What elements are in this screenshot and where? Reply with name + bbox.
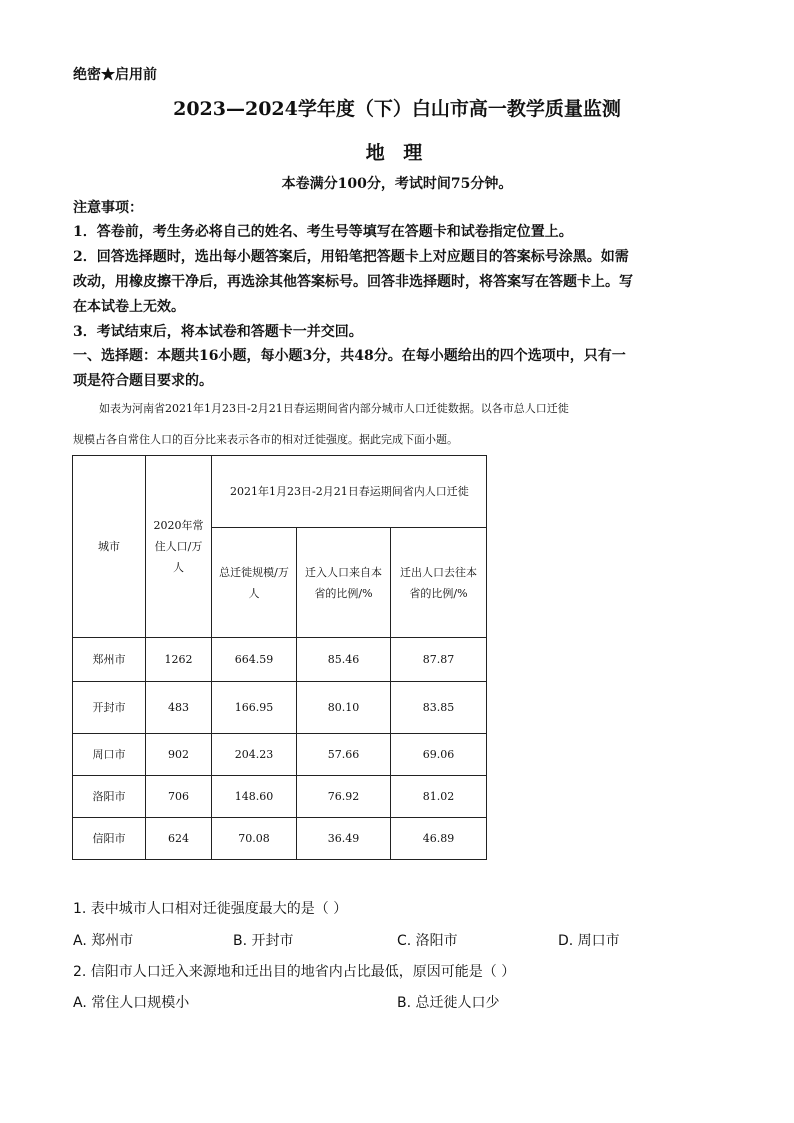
question-1-option-d[interactable]: D. 周口市 — [558, 933, 620, 949]
cell-inflow: 36.49 — [297, 818, 391, 860]
migration-data-table — [72, 455, 487, 860]
cell-scale: 148.60 — [212, 776, 297, 818]
cell-scale: 70.08 — [212, 818, 297, 860]
intro-line-1: 如表为河南省2021年1月23日-2月21日春运期间省内部分城市人口迁徙数据。以各市总人口迁徙 — [99, 402, 569, 415]
confidential-mark: 绝密★启用前 — [73, 67, 157, 83]
cell-inflow: 57.66 — [297, 734, 391, 776]
cell-city: 洛阳市 — [73, 776, 146, 818]
subject-title: 地 理 — [365, 142, 429, 164]
question-2-stem: 2. 信阳市人口迁入来源地和迁出目的地省内占比最低，原因可能是（ ） — [73, 964, 516, 980]
note-line-5: 3．考试结束后，将本试卷和答题卡一并交回。 — [73, 324, 363, 340]
cell-population: 902 — [146, 734, 212, 776]
cell-city: 周口市 — [73, 734, 146, 776]
cell-city: 开封市 — [73, 682, 146, 734]
cell-scale: 166.95 — [212, 682, 297, 734]
intro-line-2: 规模占各自常住人口的百分比来表示各市的相对迁徙强度。据此完成下面小题。 — [73, 433, 458, 446]
question-1-stem: 1. 表中城市人口相对迁徙强度最大的是（ ） — [73, 901, 348, 917]
table-row — [73, 776, 487, 818]
header-total-scale: 总迁徙规模/万人 — [212, 528, 297, 638]
notes-title: 注意事项： — [73, 200, 143, 216]
cell-outflow: 46.89 — [391, 818, 487, 860]
cell-scale: 664.59 — [212, 638, 297, 682]
question-1-option-c[interactable]: C. 洛阳市 — [397, 933, 458, 949]
cell-inflow: 85.46 — [297, 638, 391, 682]
question-2-option-b[interactable]: B. 总迁徙人口少 — [397, 995, 500, 1011]
cell-outflow: 83.85 — [391, 682, 487, 734]
section-heading-line-1: 一、选择题：本题共16小题，每小题3分，共48分。在每小题给出的四个选项中，只有一 — [73, 348, 626, 364]
exam-title: 2023—2024学年度（下）白山市高一教学质量监测 — [173, 98, 621, 120]
cell-inflow: 76.92 — [297, 776, 391, 818]
question-1-option-a[interactable]: A. 郑州市 — [73, 933, 134, 949]
cell-inflow: 80.10 — [297, 682, 391, 734]
header-population: 2020年常住人口/万人 — [146, 456, 212, 638]
note-line-4: 在本试卷上无效。 — [73, 299, 185, 315]
question-2-option-a[interactable]: A. 常住人口规模小 — [73, 995, 190, 1011]
note-line-3: 改动，用橡皮擦干净后，再选涂其他答案标号。回答非选择题时，将答案写在答题卡上。写 — [73, 274, 633, 290]
cell-population: 624 — [146, 818, 212, 860]
question-1-option-b[interactable]: B. 开封市 — [233, 933, 294, 949]
header-inflow-share: 迁入人口来自本省的比例/% — [297, 528, 391, 638]
section-heading-line-2: 项是符合题目要求的。 — [73, 373, 213, 389]
score-time-line: 本卷满分100分，考试时间75分钟。 — [281, 176, 513, 192]
table-row — [73, 682, 487, 734]
cell-population: 706 — [146, 776, 212, 818]
cell-population: 1262 — [146, 638, 212, 682]
cell-city: 郑州市 — [73, 638, 146, 682]
cell-outflow: 81.02 — [391, 776, 487, 818]
note-line-1: 1．答卷前，考生务必将自己的姓名、考生号等填写在答题卡和试卷指定位置上。 — [73, 224, 573, 240]
table-row — [73, 734, 487, 776]
table-row — [73, 818, 487, 860]
header-outflow-share: 迁出人口去往本省的比例/% — [391, 528, 487, 638]
table-row — [73, 638, 487, 682]
cell-scale: 204.23 — [212, 734, 297, 776]
header-city: 城市 — [73, 456, 146, 638]
note-line-2: 2．回答选择题时，选出每小题答案后，用铅笔把答题卡上对应题目的答案标号涂黑。如需 — [73, 249, 629, 265]
header-migration-group: 2021年1月23日-2月21日春运期间省内人口迁徙 — [212, 456, 487, 528]
cell-outflow: 87.87 — [391, 638, 487, 682]
cell-population: 483 — [146, 682, 212, 734]
cell-outflow: 69.06 — [391, 734, 487, 776]
cell-city: 信阳市 — [73, 818, 146, 860]
